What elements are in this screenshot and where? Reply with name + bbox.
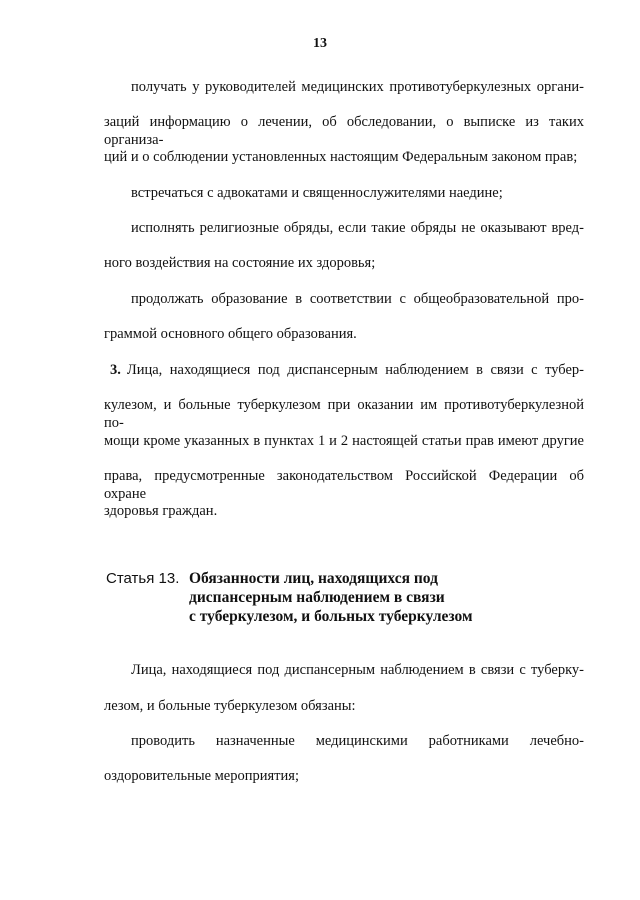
paragraph-line: ного воздействия на состояние их здоровья; — [104, 255, 376, 271]
paragraph-line: права, предусмотренные законодательством Российской Федерации об охране — [104, 468, 584, 502]
paragraph-line: ций и о соблюдении установленных настоящим Федеральным законом прав; — [104, 149, 578, 165]
paragraph-line: получать у руководителей медицинских противотуберкулезных органи- — [131, 79, 584, 95]
article-title-line: Обязанности лиц, находящихся под — [189, 570, 438, 587]
paragraph-line: исполнять религиозные обряды, если такие обряды не оказывают вред- — [131, 220, 584, 236]
article-label: Статья 13. — [106, 570, 180, 587]
paragraph-line: здоровья граждан. — [104, 503, 218, 519]
paragraph-line: оздоровительные мероприятия; — [104, 768, 299, 784]
paragraph-line: граммой основного общего образования. — [104, 326, 357, 342]
page-number: 13 — [313, 36, 327, 51]
paragraph-line: продолжать образование в соответствии с общеобразовательной про- — [131, 291, 584, 307]
numbered-paragraph-first-line — [110, 361, 584, 379]
article-title-line: диспансерным наблюдением в связи — [189, 589, 445, 606]
paragraph-line: лезом, и больные туберкулезом обязаны: — [104, 698, 356, 714]
paragraph-line: заций информацию о лечении, об обследовании, о выписке из таких организа- — [104, 114, 584, 148]
paragraph-line: кулезом, и больные туберкулезом при оказании им противотуберкулезной по- — [104, 397, 584, 431]
paragraph-line: Лица, находящиеся под диспансерным наблюдением в связи с туберку- — [131, 662, 584, 678]
paragraph-number: 3. — [110, 362, 121, 378]
paragraph-line: встречаться с адвокатами и священнослужителями наедине; — [131, 185, 503, 201]
paragraph-line: мощи кроме указанных в пунктах 1 и 2 настоящей статьи прав имеют другие — [104, 433, 584, 449]
paragraph-line: Лица, находящиеся под диспансерным наблюдением в связи с тубер- — [126, 362, 584, 378]
article-title-line: с туберкулезом, и больных туберкулезом — [189, 608, 473, 625]
paragraph-line: проводить назначенные медицинскими работниками лечебно- — [131, 733, 584, 749]
